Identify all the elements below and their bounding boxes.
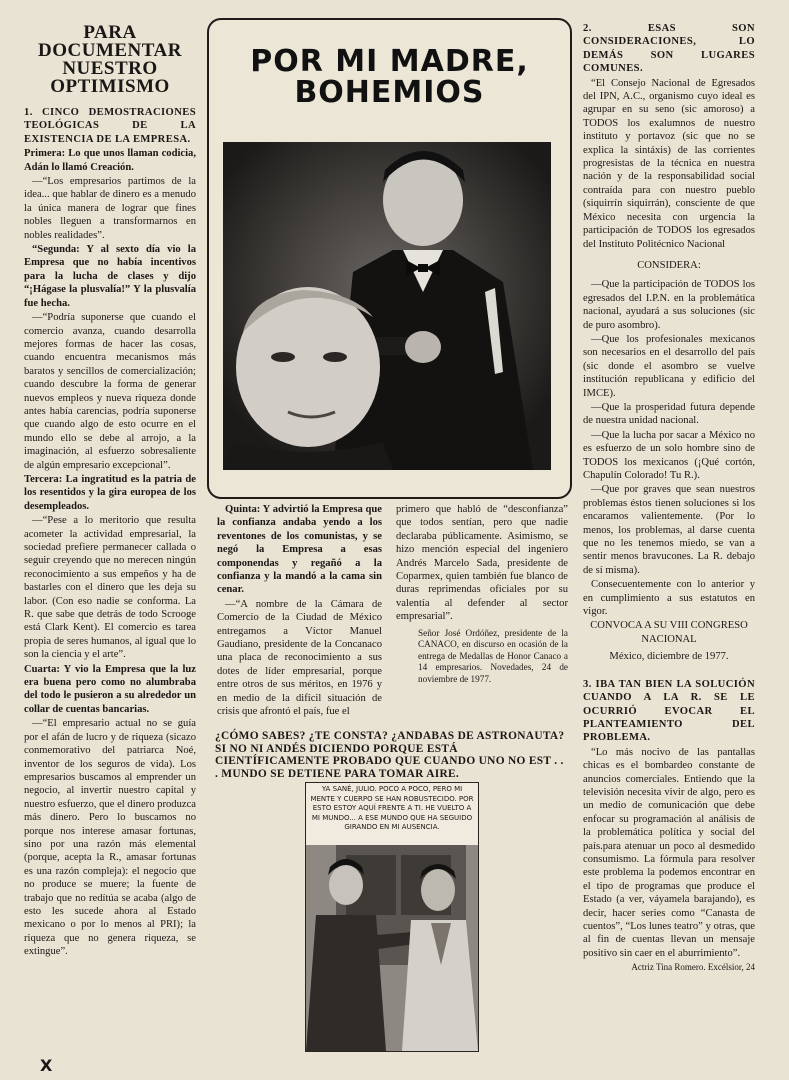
title-line: PARA bbox=[83, 22, 137, 43]
paragraph: —Que la lucha por sacar a México no es esfuerzo de un solo hombre sino de TODOS los mexicanos (¡Qué cortón, Chapulín Colorado! Tu R.). bbox=[583, 429, 755, 481]
paragraph: Cuarta: Y vio la Empresa que la luz era buena pero como no alumbraba del todo le pusieron a su alrededor un collar de cuentas bancarias. bbox=[24, 663, 196, 715]
photo-cartoon bbox=[305, 782, 479, 1052]
paragraph: Quinta: Y advirtió la Empresa que la confianza andaba yendo a los reventones de los comunistas, y se negó la Empresa a esas componendas y regañó a la confianza y la mandó a la cama sin cenar. bbox=[217, 504, 382, 596]
article-title bbox=[24, 24, 196, 96]
convoca-heading: CONVOCA A SU VIII CONGRESO NACIONAL bbox=[590, 620, 748, 645]
paragraph: primero que habló de “desconfianza” que todos sentían, pero que nadie declaraba públicamente. Asimismo, se hizo mención especial del ingeniero Andrés Marcelo Sada, presidente de Coparmex, quien también fue blanco de duras reprimendas oficiales por su valentía al defender al sector empresarial”. bbox=[396, 504, 568, 623]
headline-line: POR MI MADRE, bbox=[250, 44, 529, 79]
paragraph: —“Pese a lo meritorio que resulta acometer la actividad empresarial, la sociedad prefiere permanecer callada o seguir creyendo que no merecen ningún reconocimiento a sus empeños y ha de bastarles con el dinero que les deja su labor. (Con eso nadie se conforma. La R. que sabe que detrás de todo Scrooge está Clark Kent). El comercio es tarea propia de seres humanos, al igual que lo son la ciencia y el arte”. bbox=[24, 515, 196, 661]
section-3-title: 3. IBA TAN BIEN LA SOLUCIÓN CUANDO A LA R. SE LE OCURRIÓ EVOCAR EL PLANTEAMIENTO DEL PROBLEMA. bbox=[583, 678, 755, 744]
title-line: DOCUMENTAR bbox=[38, 40, 182, 61]
paragraph: Tercera: La ingratitud es la patria de los resentidos y la gira europea de los desempleados. bbox=[24, 473, 196, 512]
paragraph: —“El empresario actual no se guía por el afán de lucro y de riqueza (sicazo conmemorativo del patriarca Noé, inventor de los seguros de vida). Los empresarios buscamos al emprender un negocio, al invertir nuestro capital y nuestro esfuerzo, que el dinero produzca más dinero. Pero lo buscamos no porque nos interese amasar fortunas, sino por una razón más elemental (porque, acepta la R., amasar fortunas es una razón compleja): el negocio que no produce se muere; la fuente de trabajo que no redítúa se acaba (algo de esto les sucede ahora al Estado mexicano o por lo menos al PRI); la riqueza que no genera riqueza, se extingue”. bbox=[24, 718, 196, 958]
astronaut-blurb: ¿CÓMO SABES? ¿TE CONSTA? ¿ANDABAS DE ASTRONAUTA? SI NO NI ANDÉS DICIENDO PORQUE ESTÁ CIENTÍFICAMENTE PROBADO QUE CUANDO UNO NO EST . . . MUNDO SE DETIENE PARA TOMAR AIRE. bbox=[215, 730, 565, 780]
paragraph: “Lo más nocivo de las pantallas chicas es el bombardeo constante de anuncios comerciales. Entiendo que la televisión necesita vivir de algo, pero es un medio de comunicación que debe enfocar su programación al análisis de la problemática política y social del país.para atenuar un poco al desmedido consumismo. La fórmula para resolver este problema la podemos encontrar en el tipo de programas que produce el Estado (a ver, váyamela barajando), es decir, hacer series como “Canasta de cuentos”, “Los lunes teatro” y otras, que al fin de cuentas llevan un mensaje positivo sin caer en el aburrimiento”. bbox=[583, 746, 755, 959]
page-mark: X bbox=[40, 1056, 53, 1075]
headline-line: BOHEMIOS bbox=[294, 75, 485, 110]
paragraph: —“A nombre de la Cámara de Comercio de la Ciudad de México entregamos a Víctor Manuel Gaudiano, presidente de la Concanaco una placa de reconocimiento a sus dotes de líder empresarial, porque entre otros de sus méritos, en 1976 y en medio de la difícil situación de crisis que afrontó el país, fue el bbox=[217, 598, 382, 718]
paragraph: “El Consejo Nacional de Egresados del IPN, A.C., organismo cuyo ideal es agrupar en su seno (sic amoroso) a TODOS los exalumnos de nuestro instituto y portavoz (sic que no se explica la sintáxis) de las corrientes progresistas de la técnica en nuestra nación y de la responsabilidad social contraída para con nuestro pueblo (siquirrín siquirrán), consciente de que México necesita con urgencia la participación de TODOS los egresados del Instituto Politécnico Nacional bbox=[583, 77, 755, 250]
speech-text: YA SANÉ, JULIO. POCO A POCO, PERO MI MENTE Y CUERPO SE HAN ROBUSTECIDO. POR ESTO ESTOY AQUÍ FRENTE A TI. HE VUELTO A MI MUNDO... A ESE MUNDO QUE HA SEGUIDO GIRANDO EN MI AUSENCIA. bbox=[310, 785, 474, 831]
paragraph: —“Podría suponerse que cuando el comercio avanza, cuando desarrolla mejores formas de hacer las cosas, cuando encuentra mecanismos más baratos y sencillos de comercialización; cuando descubre la forma de generar nuevos empleos y nueva riqueza donde antes había carencias, podría suponerse que cuando algo de esto ocurre en el mundo ello se debe al arrojo, a la imaginación, al esfuerzo sobresaliente de algún empresario excepcional”. bbox=[24, 312, 196, 471]
cartoon-photo bbox=[306, 845, 478, 1051]
right-column bbox=[583, 22, 755, 976]
paragraph: —Que la prosperidad futura depende de nuestra unidad nacional. bbox=[583, 401, 755, 427]
photo-bohemios bbox=[223, 142, 551, 470]
cartoon-illustration bbox=[306, 845, 478, 1051]
photo-caption: Actriz Tina Romero. Excélsior, 24 bbox=[631, 962, 755, 973]
considera-heading: CONSIDERA: bbox=[637, 259, 701, 271]
quote-credit: Señor José Ordóñez, presidente de la CANACO, en discurso en ocasión de la entrega de Medallas de Honor Canaco a 14 empresarios. Novedades, 24 de noviembre de 1977. bbox=[418, 627, 568, 685]
paragraph: —Que por graves que sean nuestros problemas éstos tienen soluciones si los encaramos valientemente. (Por lo menos, los problemas, al darse cuenta que no les tenemos miedo, se van a sentir menos bravucones. La R. debajo de sí misma). bbox=[583, 484, 755, 576]
middle-column-2 bbox=[396, 503, 568, 686]
headline bbox=[209, 46, 570, 108]
left-column bbox=[24, 24, 196, 960]
photo-illustration bbox=[223, 142, 551, 470]
section-1-title: 1. CINCO DEMOSTRACIONES TEOLÓGICAS DE LA EXISTENCIA DE LA EMPRESA. bbox=[24, 107, 196, 145]
paragraph: Primera: Lo que unos llaman codicia, Adán lo llamó Creación. bbox=[24, 148, 196, 173]
title-line: NUESTRO bbox=[62, 58, 158, 79]
paragraph: —Que los profesionales mexicanos son necesarios en el desarrollo del país (sic donde el asombro se vuelve institución republicana y edificio del IMCE). bbox=[583, 333, 755, 399]
convoca-date: México, diciembre de 1977. bbox=[609, 651, 729, 663]
title-line: OPTIMISMO bbox=[50, 76, 170, 97]
headline-box bbox=[207, 18, 572, 499]
paragraph: “Segunda: Y al sexto día vio la Empresa que no había incentivos para la lucha de clases y dijo “¡Hágase la plusvalía!” Y la plusvalía fue hecha. bbox=[24, 244, 196, 309]
section-2-title: 2. ESAS SON CONSIDERACIONES, LO DEMÁS SON LUGARES COMUNES. bbox=[583, 23, 755, 75]
paragraph: Consecuentemente con lo anterior y en cumplimiento a sus estatutos en vigor. bbox=[583, 579, 755, 618]
paragraph: —Que la participación de TODOS los egresados del I.P.N. en la problemática nacional, ayudará a sus soluciones (sic de puro asombro). bbox=[583, 279, 755, 331]
middle-column-1 bbox=[217, 503, 382, 720]
paragraph: —“Los empresarios partimos de la idea... que hablar de dinero es a menudo la única manera de lograr que fines nobles lleguen a transformarnos en nobles realidades”. bbox=[24, 176, 196, 241]
